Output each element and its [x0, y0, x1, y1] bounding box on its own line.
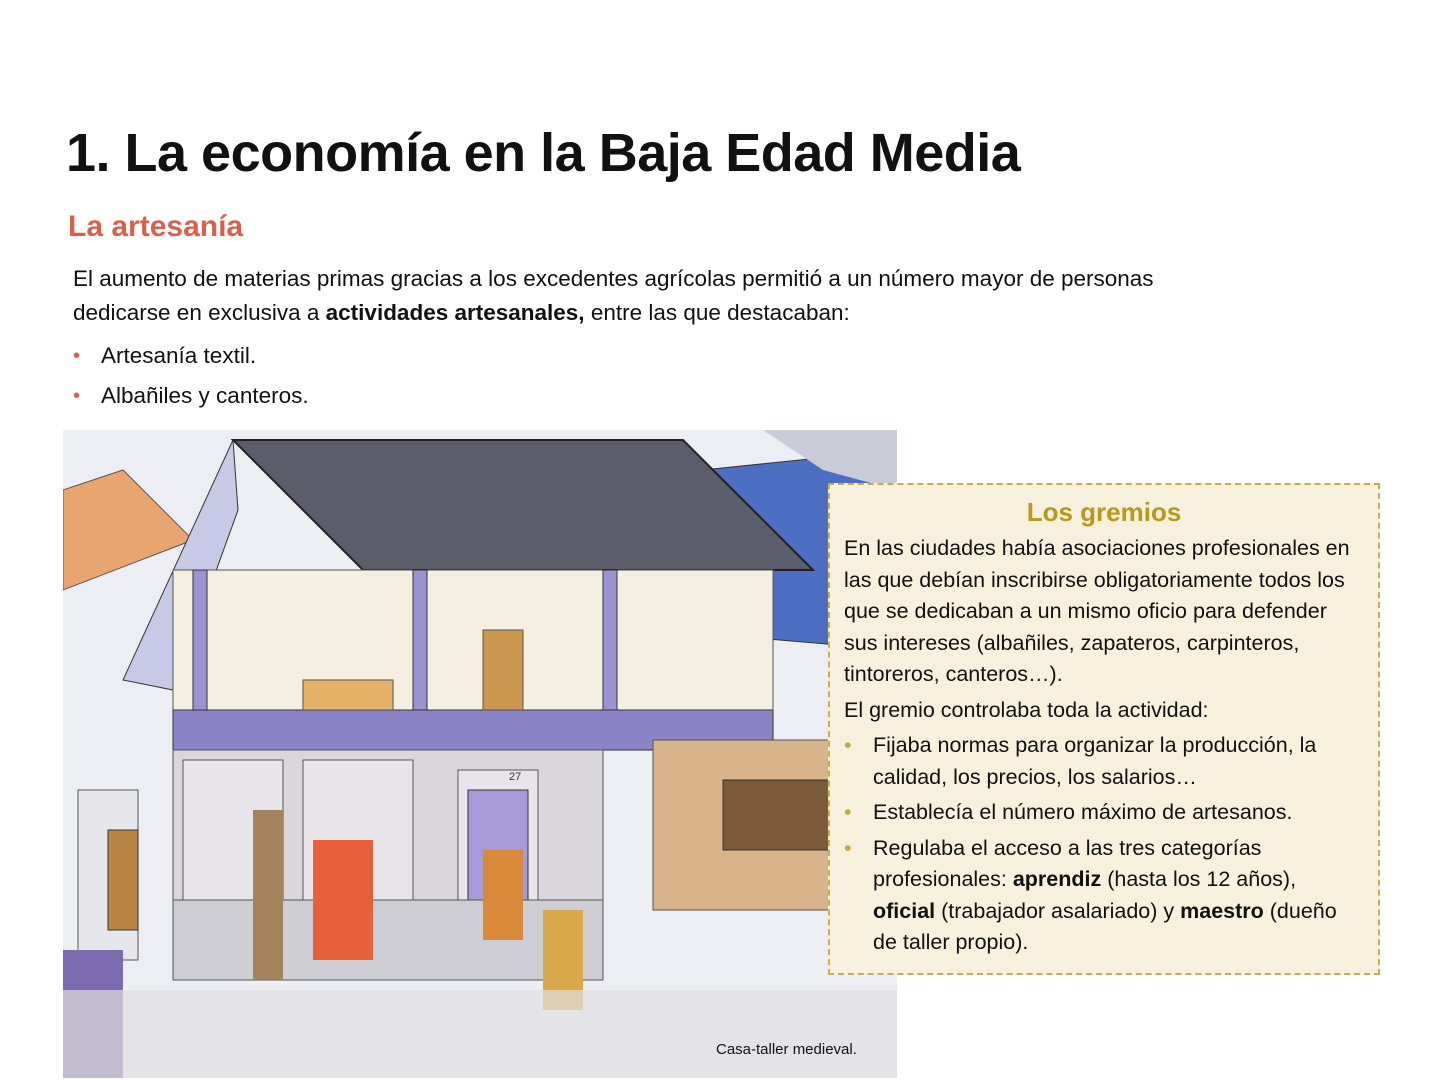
intro-paragraph — [73, 262, 1173, 330]
term-oficial: oficial — [873, 898, 936, 923]
list-item — [844, 730, 1364, 793]
gremios-lead: El gremio controlaba toda la actividad: — [844, 697, 1209, 722]
bullet-icon: • — [844, 835, 852, 860]
bullet-icon: • — [844, 733, 852, 757]
section-subtitle: La artesanía — [68, 210, 244, 243]
gremios-paragraph: En las ciudades había asociaciones profesionales en las que debían inscribirse obligatoriamente todos los que se dedicaban a un mismo oficio para defender sus intereses (albañiles, zapateros, carpinteros, tintoreros, canteros…). — [844, 536, 1350, 686]
list-item-text — [873, 833, 1364, 959]
list-item — [73, 336, 309, 376]
gremios-box — [828, 483, 1380, 975]
intro-bold: actividades artesanales, — [325, 300, 585, 325]
slide-title: 1. La economía en la Baja Edad Media — [66, 123, 1021, 183]
sign-number: 27 — [509, 771, 522, 783]
gremios-title: Los gremios — [1026, 497, 1182, 527]
text: (dueño de taller propio). — [873, 898, 1337, 954]
text: (hasta los 12 años), — [1101, 867, 1297, 891]
gremios-list — [844, 730, 1364, 959]
text: Regulaba el acceso a las tres categorías profesionales: — [873, 835, 1262, 891]
workshop-illustration — [63, 430, 897, 1078]
list-item-text: Fijaba normas para organizar la producción, la calidad, los precios, los salarios… — [873, 733, 1317, 789]
intro-text: El aumento de materias primas gracias a los excedentes agrícolas permitió a un número mayor de personas dedicarse en exclusiva a — [73, 266, 1154, 325]
term-aprendiz: aprendiz — [1012, 867, 1102, 891]
list-item — [844, 833, 1364, 959]
text: (trabajador asalariado) y — [935, 898, 1181, 923]
craft-list — [73, 336, 309, 416]
intro-text-end: entre las que destacaban: — [584, 300, 850, 325]
list-item — [844, 797, 1364, 829]
term-maestro: maestro — [1180, 898, 1264, 923]
list-item — [73, 376, 309, 416]
bullet-icon: • — [73, 384, 81, 407]
list-item-text: Establecía el número máximo de artesanos. — [873, 800, 1293, 824]
bullet-icon: • — [844, 800, 852, 824]
list-item-text: Artesanía textil. — [101, 343, 257, 368]
image-caption: Casa-taller medieval. — [716, 1041, 857, 1058]
list-item-text: Albañiles y canteros. — [101, 383, 309, 408]
bullet-icon: • — [73, 344, 81, 367]
medieval-house-drawing — [63, 430, 897, 1078]
